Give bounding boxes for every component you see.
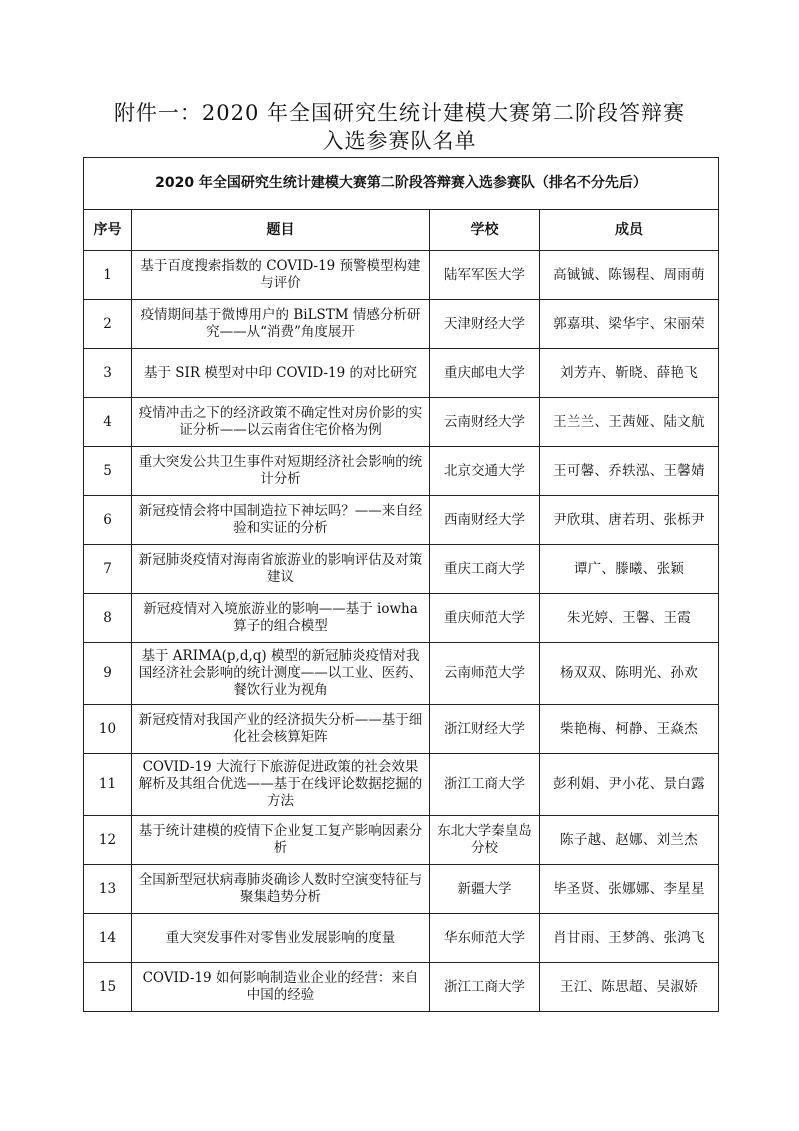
table-row — [84, 300, 719, 349]
row-members: 尹欣琪、唐若玥、张栎尹 — [540, 496, 719, 545]
row-topic: 基于 SIR 模型对中印 COVID-19 的对比研究 — [132, 349, 430, 398]
table-row — [84, 963, 719, 1012]
row-topic: COVID-19 如何影响制造业企业的经营：来自中国的经验 — [132, 963, 430, 1012]
row-number: 6 — [84, 496, 132, 545]
row-school: 云南财经大学 — [430, 398, 540, 447]
header-topic: 题目 — [132, 210, 430, 251]
row-school: 浙江工商大学 — [430, 754, 540, 816]
table-row — [84, 251, 719, 300]
row-topic: COVID-19 大流行下旅游促进政策的社会效果解析及其组合优选——基于在线评论数据挖掘的方法 — [132, 754, 430, 816]
table-header-row — [84, 210, 719, 251]
row-topic: 基于 ARIMA(p,d,q) 模型的新冠肺炎疫情对我国经济社会影响的统计测度——以工业、医药、餐饮行业为视角 — [132, 643, 430, 705]
table-row — [84, 545, 719, 594]
row-number: 9 — [84, 643, 132, 705]
row-members: 朱光婷、王馨、王霞 — [540, 594, 719, 643]
row-school: 天津财经大学 — [430, 300, 540, 349]
row-topic: 重大突发公共卫生事件对短期经济社会影响的统计分析 — [132, 447, 430, 496]
row-members: 肖甘雨、王梦鸽、张鸿飞 — [540, 914, 719, 963]
table-caption-row — [84, 158, 719, 210]
row-members: 王江、陈思超、吴淑娇 — [540, 963, 719, 1012]
table-row — [84, 914, 719, 963]
row-number: 12 — [84, 816, 132, 865]
header-school: 学校 — [430, 210, 540, 251]
row-school: 东北大学秦皇岛分校 — [430, 816, 540, 865]
row-members: 陈子越、赵娜、刘兰杰 — [540, 816, 719, 865]
row-topic: 基于百度搜索指数的 COVID-19 预警模型构建与评价 — [132, 251, 430, 300]
table-row — [84, 594, 719, 643]
row-number: 14 — [84, 914, 132, 963]
row-school: 华东师范大学 — [430, 914, 540, 963]
table-row — [84, 754, 719, 816]
row-number: 11 — [84, 754, 132, 816]
table-row — [84, 865, 719, 914]
document-title: 附件一：2020 年全国研究生统计建模大赛第二阶段答辩赛 — [113, 101, 686, 125]
row-number: 13 — [84, 865, 132, 914]
row-topic: 新冠肺炎疫情对海南省旅游业的影响评估及对策建议 — [132, 545, 430, 594]
row-members: 王兰兰、王茜娅、陆文航 — [540, 398, 719, 447]
row-number: 15 — [84, 963, 132, 1012]
row-members: 王可馨、乔轶泓、王馨婧 — [540, 447, 719, 496]
row-school: 重庆师范大学 — [430, 594, 540, 643]
row-members: 谭广、滕曦、张颖 — [540, 545, 719, 594]
row-number: 7 — [84, 545, 132, 594]
row-number: 3 — [84, 349, 132, 398]
row-members: 彭利娟、尹小花、景白露 — [540, 754, 719, 816]
row-topic: 疫情冲击之下的经济政策不确定性对房价影的实证分析——以云南省住宅价格为例 — [132, 398, 430, 447]
row-number: 1 — [84, 251, 132, 300]
row-school: 重庆工商大学 — [430, 545, 540, 594]
row-number: 4 — [84, 398, 132, 447]
row-members: 刘芳卉、靳晓、薛艳飞 — [540, 349, 719, 398]
table-row — [84, 398, 719, 447]
row-number: 2 — [84, 300, 132, 349]
table-row — [84, 705, 719, 754]
row-members: 高铖铖、陈锡程、周雨萌 — [540, 251, 719, 300]
row-members: 郭嘉琪、梁华宇、宋丽荣 — [540, 300, 719, 349]
row-topic: 新冠疫情对入境旅游业的影响——基于 iowha 算子的组合模型 — [132, 594, 430, 643]
row-school: 新疆大学 — [430, 865, 540, 914]
row-members: 杨双双、陈明光、孙欢 — [540, 643, 719, 705]
row-school: 重庆邮电大学 — [430, 349, 540, 398]
row-school: 北京交通大学 — [430, 447, 540, 496]
row-school: 浙江工商大学 — [430, 963, 540, 1012]
table-row — [84, 349, 719, 398]
row-school: 陆军军医大学 — [430, 251, 540, 300]
row-topic: 新冠疫情会将中国制造拉下神坛吗？——来自经验和实证的分析 — [132, 496, 430, 545]
header-members: 成员 — [540, 210, 719, 251]
row-topic: 全国新型冠状病毒肺炎确诊人数时空演变特征与聚集趋势分析 — [132, 865, 430, 914]
row-number: 10 — [84, 705, 132, 754]
table-row — [84, 496, 719, 545]
table-row — [84, 816, 719, 865]
row-number: 5 — [84, 447, 132, 496]
row-topic: 新冠疫情对我国产业的经济损失分析——基于细化社会核算矩阵 — [132, 705, 430, 754]
header-no: 序号 — [84, 210, 132, 251]
table-row — [84, 447, 719, 496]
row-school: 西南财经大学 — [430, 496, 540, 545]
row-members: 柴艳梅、柯静、王焱杰 — [540, 705, 719, 754]
row-topic: 重大突发事件对零售业发展影响的度量 — [132, 914, 430, 963]
document-subtitle: 入选参赛队名单 — [322, 129, 477, 153]
table-caption: 2020 年全国研究生统计建模大赛第二阶段答辩赛入选参赛队（排名不分先后） — [84, 158, 719, 210]
row-school: 浙江财经大学 — [430, 705, 540, 754]
row-members: 毕圣贤、张娜娜、李星星 — [540, 865, 719, 914]
row-topic: 疫情期间基于微博用户的 BiLSTM 情感分析研究——从“消费”角度展开 — [132, 300, 430, 349]
row-topic: 基于统计建模的疫情下企业复工复产影响因素分析 — [132, 816, 430, 865]
table-row — [84, 643, 719, 705]
team-roster-table — [83, 157, 719, 1012]
row-school: 云南师范大学 — [430, 643, 540, 705]
row-number: 8 — [84, 594, 132, 643]
